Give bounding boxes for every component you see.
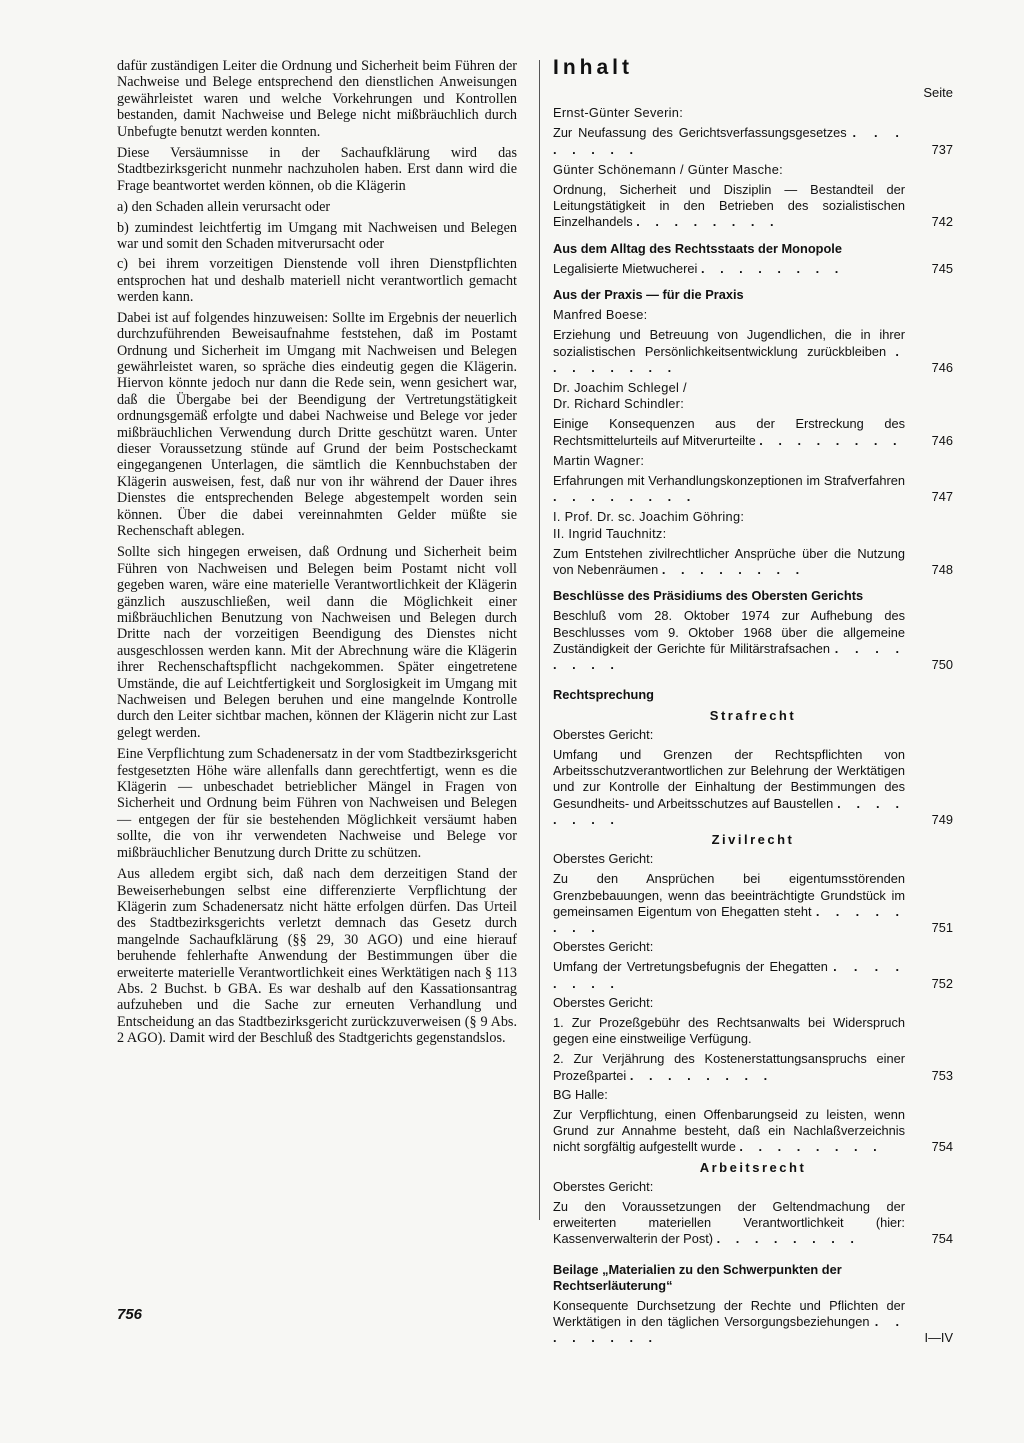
toc-court: Oberstes Gericht:	[553, 851, 654, 867]
toc-subsection: Strafrecht	[709, 707, 797, 723]
toc-entry	[553, 1298, 953, 1347]
toc-author: I. Prof. Dr. sc. Joachim Göhring:	[553, 509, 745, 525]
toc-page: 749	[931, 811, 953, 827]
toc-page: 746	[931, 359, 953, 375]
toc-author: Martin Wagner:	[553, 452, 645, 468]
toc-leader: . . . . . . . .	[716, 1231, 860, 1247]
toc-leader: . . . . . . . .	[553, 959, 906, 991]
toc-page: 753	[931, 1067, 953, 1083]
toc-leader: . . . . . . . .	[553, 1314, 906, 1346]
list-item: b) zumindest leichtfertig im Umgang mit Nachweisen und Belegen war und somit den Schaden mitverursacht oder	[117, 219, 517, 253]
toc-leader: . . . . . . . .	[636, 214, 780, 230]
toc-leader: . . . . . . . .	[700, 260, 845, 276]
toc-entry	[553, 1051, 953, 1083]
paragraph: Eine Verpflichtung zum Schadenersatz in der vom Stadtbezirksgericht festgesetzten Höhe wäre allenfalls dann gerechtfertigt, wenn es die Klägerin — unbeschadet betrieblicher Mängel in Fragen von Sicherheit und Ordnung beim Führen von Nachweisen und Belegen — entgegen der für sie bestehenden Möglichkeit versäumt haben sollte, die von ihr verwendeten Nachweise und Belege vor mißbräuchlicher Benutzung durch Dritte zu schützen.	[117, 746, 517, 861]
toc-author: Manfred Boese:	[553, 307, 648, 323]
toc-page: 747	[931, 489, 953, 505]
toc-section: Rechtsprechung	[553, 687, 654, 703]
toc-section: Beilage „Materialien zu den Schwerpunkten der Rechtserläuterung“	[553, 1261, 842, 1293]
toc-entry	[553, 871, 953, 936]
toc-page: 745	[931, 260, 953, 276]
toc-page: 748	[931, 562, 953, 578]
toc-page: 752	[931, 975, 953, 991]
paragraph: Sollte sich hingegen erweisen, daß Ordnung und Sicherheit beim Führen von Nachweisen und Belegen beim Postamt nicht voll gegeben waren, wäre eine materielle Verantwortlichkeit der Klägerin gänzlich auszuschließen, weil dann die Möglichkeit einer mißbräuchlichen Benutzung von Nachweisen und Belegen durch Dritte nach der vorzeitigen Beendigung des Dienstes nicht ausgeschlossen werden kann. Mit der Abrechnung wäre die Klägerin ihrer Rechenschaftspflicht nachgekommen. Später eingetretene Umstände, die auf Leichtfertigkeit und Sorglosigkeit im Umgang mit Nachweisen und Belegen beruhen und eine mangelnde Kontrolle durch den Leiter sichtbar machen, können der Klägerin nicht zur Last gelegt werden.	[117, 544, 517, 741]
toc-entry-text: Konsequente Durchsetzung der Rechte und Pflichten der Werktätigen in den täglichen Versorgungsbeziehungen	[553, 1298, 905, 1330]
list-item: a) den Schaden allein verursacht oder	[117, 199, 331, 216]
toc-section: Aus dem Alltag des Rechtsstaats der Monopole	[553, 240, 842, 256]
toc-entry-text: Beschluß vom 28. Oktober 1974 zur Aufhebung des Beschlusses vom 9. Oktober 1968 über die allgemeine Zuständigkeit der Gerichte für Militärstrafsachen	[553, 608, 905, 656]
toc-entry	[553, 1107, 953, 1156]
toc-entry-text: Zu den Voraussetzungen der Geltendmachung der erweiterten materiellen Verantwortlichkeit (hier: Kassenverwalterin der Post)	[553, 1198, 905, 1247]
paragraph: Diese Versäumnisse in der Sachaufklärung wird das Stadtbezirksgericht nunmehr nachzuholen haben. Erst dann wird die Frage beantwortet werden können, ob die Klägerin	[117, 145, 517, 194]
toc-page: 754	[931, 1139, 953, 1155]
toc-author: Ernst-Günter Severin:	[553, 105, 684, 121]
toc-entry-text: Erziehung und Betreuung von Jugendlichen, die in ihrer sozialistischen Persönlichkeitsentwicklung zurückbleiben	[553, 327, 905, 359]
toc-court: Oberstes Gericht:	[553, 726, 654, 742]
toc-leader: . . . . . . . .	[759, 432, 903, 448]
toc-entry-text: Zum Entstehen zivilrechtlicher Ansprüche über die Nutzung von Nebenräumen	[553, 545, 905, 578]
toc-entry	[553, 546, 953, 578]
paragraph: Dabei ist auf folgendes hinzuweisen: Sollte im Ergebnis der neuerlich durchzuführenden Beweisaufnahme feststehen, daß im Postamt Ordnung und Sicherheit im Umgang mit Nachweisen und Belegen gewährleistet waren, so spräche dies eindeutig gegen die Klägerin. Hiervon könnte jedoch nur dann die Rede sein, wenn gesichert war, daß die Übergabe bei der Beendigung der Vertretungstätigkeit ordnungsgemäß erfolgte und dabei Nachweise und Belege vor jeder mißbräuchlichen Verwendung durch Dritte geschützt waren. Unter dieser Voraussetzung stünde auf Grund der beim Postscheckamt eingegangenen Unterlagen, die sämtlich die Kennbuchstaben der Klägerin ausweisen, fest, daß nur von ihr während der Dauer ihres Dienstes die entsprechenden Belege abgestempelt worden sein können. Über die dabei vereinnahmten Gelder müßte sie Rechenschaft ablegen.	[117, 309, 517, 539]
toc-entry	[553, 747, 953, 828]
paragraph: dafür zuständigen Leiter die Ordnung und Sicherheit beim Führen der Nachweise und Belege entsprechend den dienstlichen Anweisungen gewährleistet waren und welche Vorkehrungen und Kontrollen bestanden, damit Nachweise und Belege nicht mißbräuchlich durch Unbefugte benutzt werden konnten.	[117, 58, 517, 140]
toc-section: Beschlüsse des Präsidiums des Obersten Gerichts	[553, 588, 864, 604]
toc-entry	[553, 959, 953, 991]
toc-section: Aus der Praxis — für die Praxis	[553, 287, 744, 303]
toc-title: Inhalt	[553, 56, 633, 79]
seite-label: Seite	[923, 85, 953, 100]
toc-entry	[553, 1015, 953, 1047]
toc-entry-text: Umfang und Grenzen der Rechtspflichten von Arbeitsschutzverantwortlichen zur Belehrung der Werktätigen und zur Kontrolle der Einhaltung der Bestimmungen des Gesundheits- und Arbeitsschutzes auf Baustellen	[553, 746, 905, 811]
toc-leader: . . . . . . . .	[553, 640, 906, 673]
toc-entry-text: Zur Verpflichtung, einen Offenbarungseid zu leisten, wenn Grund zur Annahme besteht, daß ein Nachlaßverzeichnis nicht sorgfältig aufgestellt wurde	[553, 1106, 905, 1155]
page-number: 756	[117, 1306, 143, 1323]
toc-entry	[553, 473, 953, 505]
toc-page: I—IV	[924, 1330, 953, 1346]
toc-entry-text: Erfahrungen mit Verhandlungskonzeptionen im Strafverfahren	[553, 473, 905, 489]
toc-entry-text: 1. Zur Prozeßgebühr des Rechtsanwalts bei Widerspruch gegen eine einstweilige Verfügung.	[553, 1014, 905, 1047]
toc-entry-text: Ordnung, Sicherheit und Disziplin — Bestandteil der Leitungstätigkeit in den Betrieben des sozialistischen Einzelhandels	[553, 182, 905, 230]
toc-author: II. Ingrid Tauchnitz:	[553, 525, 667, 541]
toc-author: Günter Schönemann / Günter Masche:	[553, 161, 783, 177]
toc-court: Oberstes Gericht:	[553, 994, 654, 1010]
toc-leader: . . . . . . . .	[661, 562, 806, 578]
left-column	[117, 58, 517, 1052]
toc-entry	[553, 1199, 953, 1248]
toc-entry-text: Zur Neufassung des Gerichtsverfassungsgesetzes	[553, 125, 847, 141]
toc-entry	[553, 327, 953, 376]
toc-entry	[553, 182, 953, 231]
toc-entry	[553, 416, 953, 448]
toc-page: 750	[931, 657, 953, 673]
toc-subsection: Arbeitsrecht	[699, 1159, 807, 1175]
toc-leader: . . . . . . . .	[553, 125, 905, 157]
toc-leader: . . . . . . . .	[553, 795, 906, 827]
toc-entry	[553, 608, 953, 673]
paragraph: Aus alledem ergibt sich, daß nach dem derzeitigen Stand der Beweiserhebungen selbst eine differenzierte Verpflichtung der Klägerin zum Schadenersatz nicht hätte erfolgen dürfen. Das Urteil des Stadtbezirksgerichts verletzt demnach das Gesetz durch mangelnde Sachaufklärung (§§ 29, 30 AGO) und eine hierauf beruhende fehlerhafte Anwendung der Bestimmungen über die erweiterte materielle Verantwortlichkeit eines Werktätigen nach § 113 Abs. 2 Buchst. b GBA. Es war deshalb auf den Kassationsantrag aufzuheben und die Sache zur erneuten Verhandlung und Entscheidung an das Stadtbezirksgericht zurückzuverweisen (§ 9 Abs. 2 AGO). Damit wird der Beschluß des Stadtgerichts gegenstandslos.	[117, 866, 517, 1047]
list-item: c) bei ihrem vorzeitigen Dienstende voll ihren Dienstpflichten entsprochen hat und deshalb materiell nicht verantwortlich gemacht werden kann.	[117, 256, 517, 306]
table-of-contents	[553, 56, 953, 1347]
toc-entry-text: Zu den Ansprüchen bei eigentumsstörenden Grenzbebauungen, wenn das beeinträchtigte Grundstück im gemeinsamen Eigentum von Ehegatten steht	[553, 871, 905, 919]
toc-leader: . . . . . . . .	[553, 903, 906, 935]
toc-page: 737	[931, 141, 953, 157]
toc-leader: . . . . . . . .	[629, 1067, 774, 1083]
toc-entry-text: Einige Konsequenzen aus der Erstreckung des Rechtsmittelurteils auf Mitverurteilte	[553, 416, 905, 448]
toc-leader: . . . . . . . .	[739, 1139, 883, 1155]
toc-leader: . . . . . . . .	[553, 343, 905, 375]
toc-entry-text: Umfang der Vertretungsbefugnis der Ehegatten	[553, 959, 828, 975]
toc-author: Dr. Joachim Schlegel /	[553, 380, 687, 396]
toc-leader: . . . . . . . .	[553, 489, 697, 505]
toc-court: Oberstes Gericht:	[553, 939, 654, 955]
toc-entry	[553, 261, 953, 277]
toc-subsection: Zivilrecht	[711, 831, 795, 847]
toc-page: 742	[931, 214, 953, 230]
toc-author: Dr. Richard Schindler:	[553, 396, 685, 412]
column-divider	[539, 60, 540, 1220]
toc-page: 746	[931, 432, 953, 448]
toc-entry-text: Legalisierte Mietwucherei	[553, 260, 698, 276]
toc-court: Oberstes Gericht:	[553, 1178, 654, 1194]
toc-page: 754	[931, 1231, 953, 1247]
toc-entry-text: 2. Zur Verjährung des Kostenerstattungsanspruchs einer Prozeßpartei	[553, 1051, 905, 1083]
toc-page: 751	[931, 919, 953, 935]
toc-court: BG Halle:	[553, 1086, 608, 1102]
toc-entry	[553, 125, 953, 157]
